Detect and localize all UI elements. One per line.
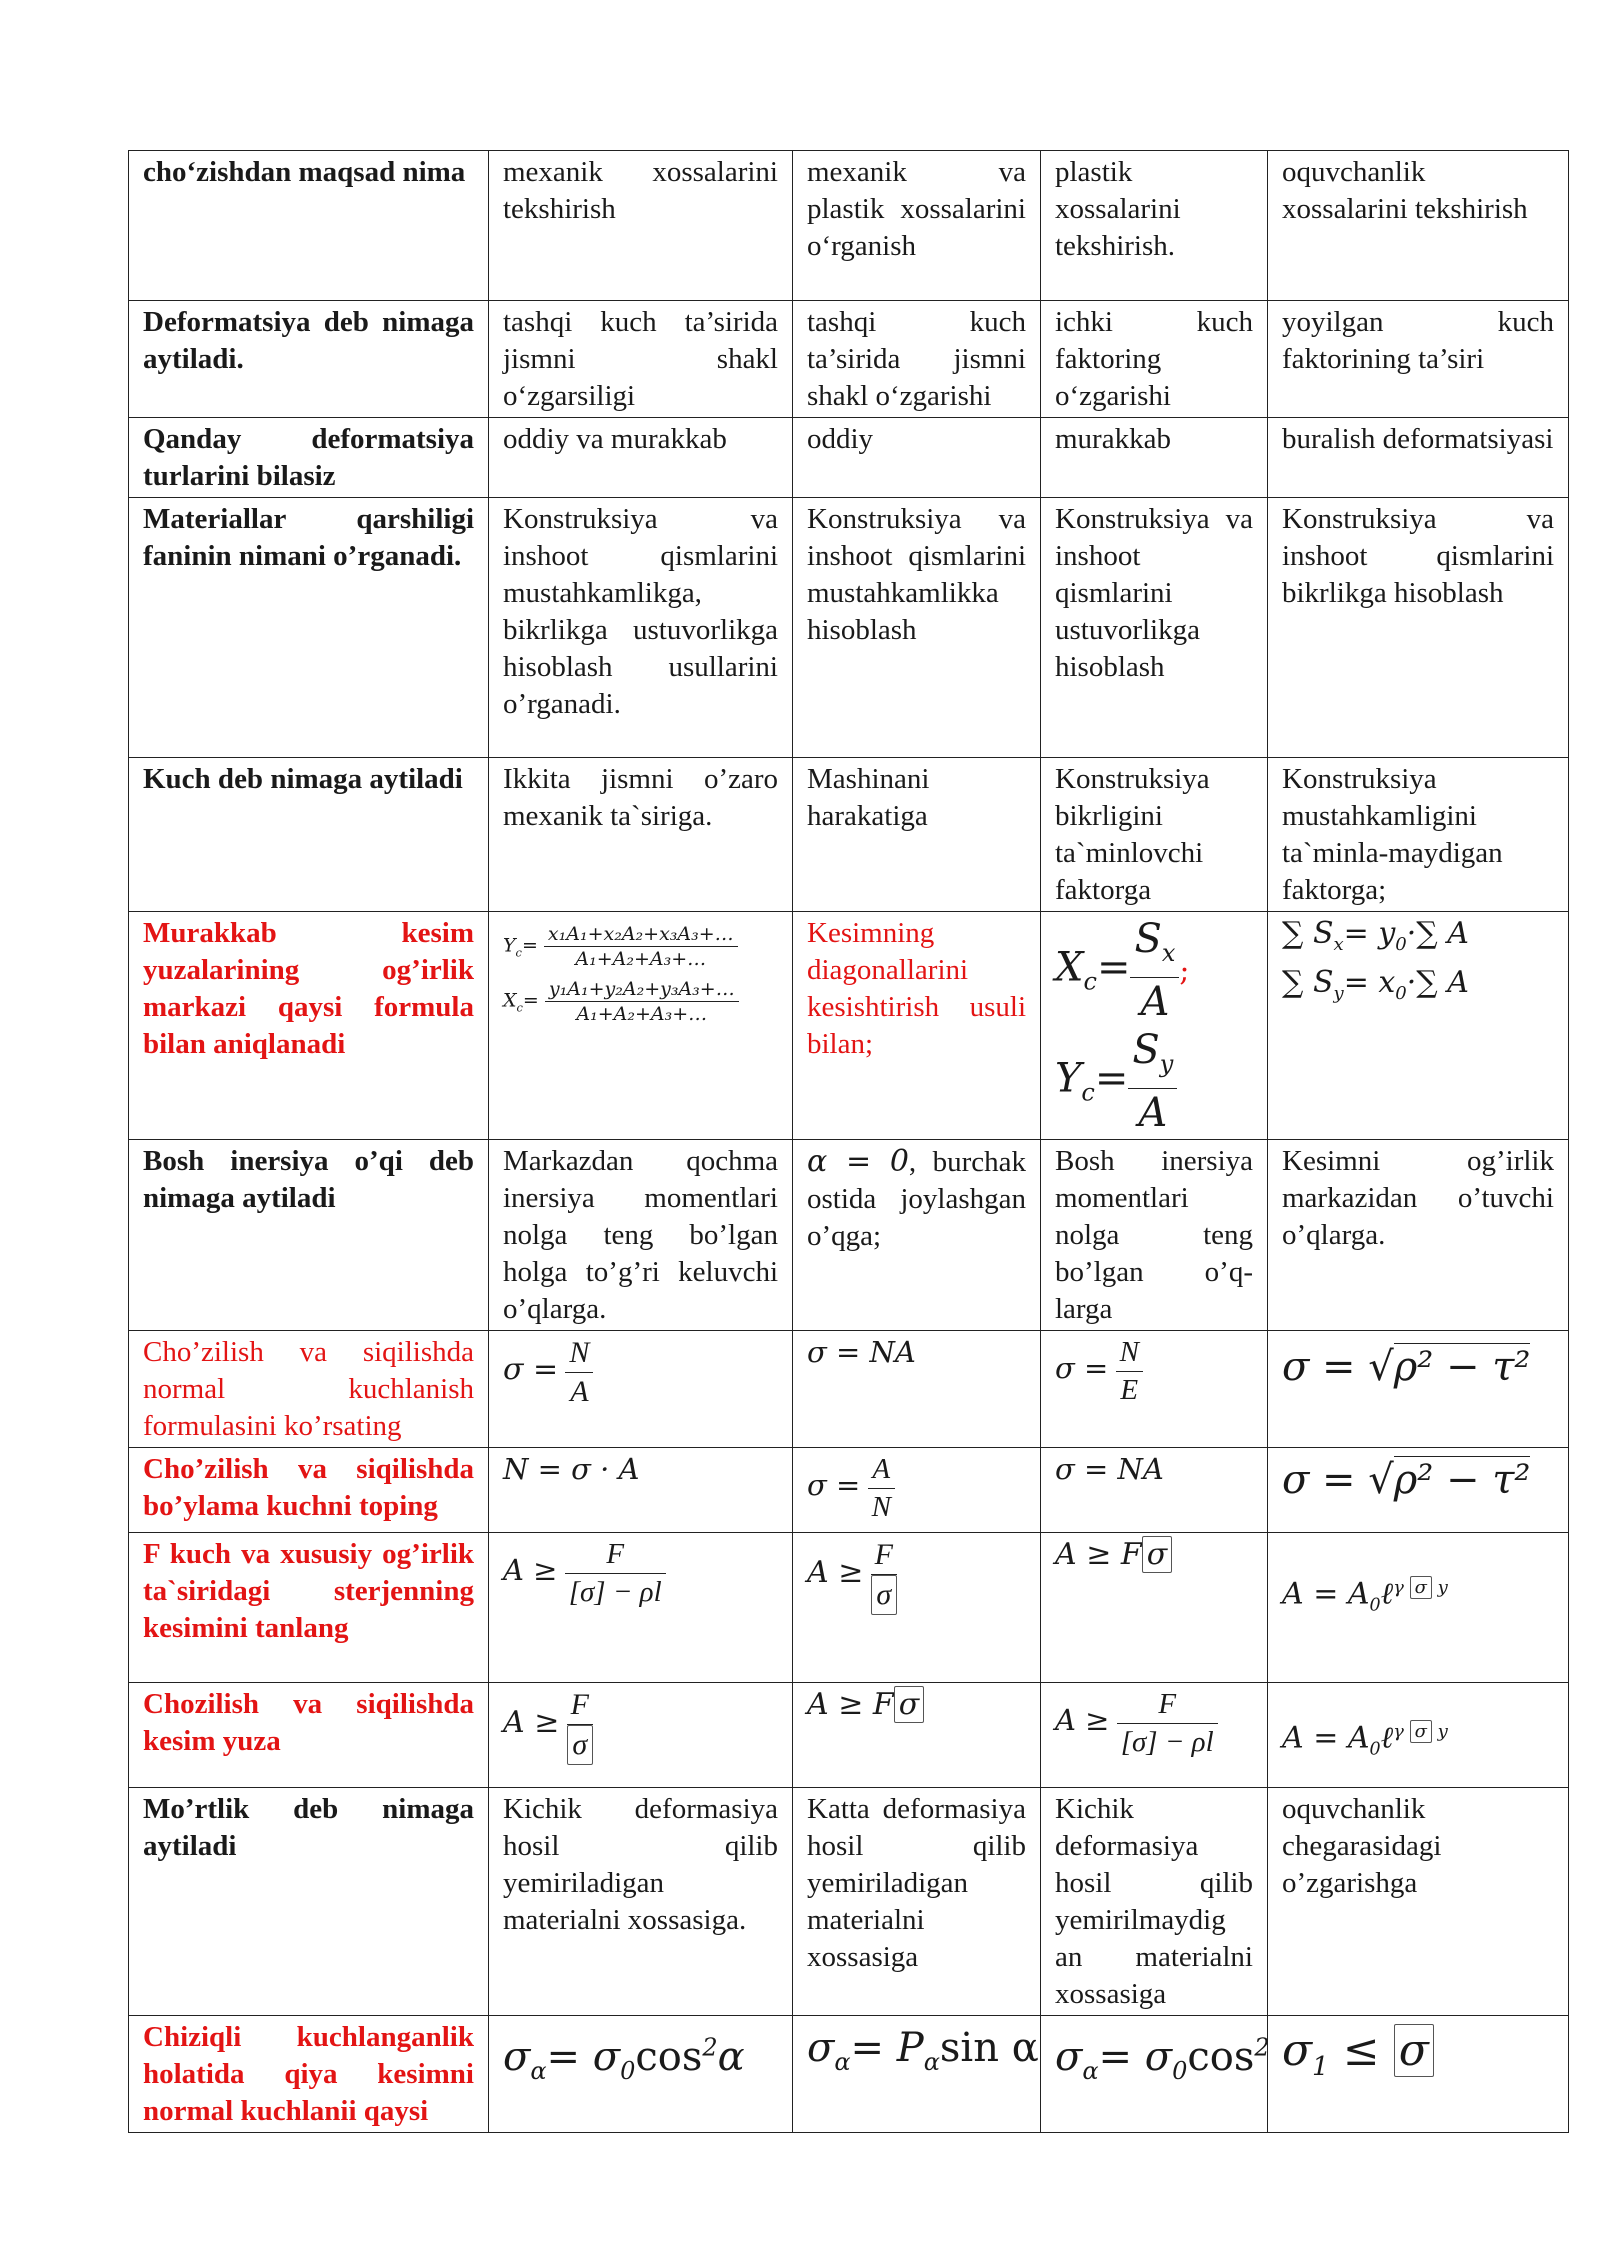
answer-c-cell[interactable]: A ≥ $\frac{F}{[\sigma] - \rho l}$: [1041, 1683, 1268, 1788]
formula-yc-static: $Y_c=$ $\frac{S_y}{A}$: [1055, 1026, 1253, 1137]
answer-b-cell[interactable]: A ≥ F σ: [793, 1683, 1041, 1788]
table-row: [129, 1533, 1569, 1683]
question-cell: Murakkab kesim yuzalarining og’irlik markazi qaysi formula bilan aniqlanadi: [129, 912, 489, 1140]
answer-d-cell[interactable]: $\sigma_1 \le \sigma$: [1268, 2016, 1569, 2133]
formula-xc: $X_c=$ $\frac{\text{y₁A₁+y₂A₂+y₃A₃+…}}{\text{A₁+A₂+A₃+…}}$: [503, 977, 778, 1026]
question-cell: Cho’zilish va siqilishda bo’ylama kuchni toping: [129, 1448, 489, 1533]
table-row: [129, 1331, 1569, 1448]
question-table: [128, 150, 1569, 2133]
answer-b-cell[interactable]: Katta deformasiya hosil qilib yemiriladigan materialni xossasiga: [793, 1788, 1041, 2016]
answer-c-cell[interactable]: Bosh inersiya momentlari nolga teng bo’lgan o’q-larga: [1041, 1140, 1268, 1331]
answer-a-cell[interactable]: Ikkita jismni o’zaro mexanik ta`siriga.: [489, 758, 793, 912]
question-cell: cho‘zishdan maqsad nima: [129, 151, 489, 301]
table-row: [129, 1788, 1569, 2016]
table-row: [129, 1448, 1569, 1533]
table-row: [129, 1140, 1569, 1331]
answer-b-cell[interactable]: mexanik va plastik xossalarini o‘rganish: [793, 151, 1041, 301]
table-row: [129, 1683, 1569, 1788]
alpha-zero-formula: α = 0: [807, 1144, 909, 1179]
answer-a-cell[interactable]: A ≥ $\frac{F}{\sigma}$: [489, 1683, 793, 1788]
answer-a-cell[interactable]: Konstruksiya va inshoot qismlarini mustahkamlikga, bikrlikga ustuvorlikga hisoblash usullarini o’rganadi.: [489, 498, 793, 758]
answer-d-cell[interactable]: buralish deformatsiyasi: [1268, 418, 1569, 498]
answer-c-cell[interactable]: A ≥ F σ: [1041, 1533, 1268, 1683]
table-row: [129, 151, 1569, 301]
answer-c-cell[interactable]: ichki kuch faktoring o‘zgarishi: [1041, 301, 1268, 418]
table-row: [129, 758, 1569, 912]
question-cell: Cho’zilish va siqilishda normal kuchlanish formulasini ko’rsating: [129, 1331, 489, 1448]
answer-d-cell[interactable]: σ = √ρ² − τ²: [1268, 1331, 1569, 1448]
table-row: [129, 912, 1569, 1140]
answer-c-cell[interactable]: plastik xossalarini tekshirish.: [1041, 151, 1268, 301]
answer-a-cell[interactable]: Kichik deformasiya hosil qilib yemiriladigan materialni xossasiga.: [489, 1788, 793, 2016]
answer-b-cell[interactable]: A ≥ $\frac{F}{\sigma}$: [793, 1533, 1041, 1683]
answer-a-cell[interactable]: $\sigma_\alpha= \sigma_0\cos^2\alpha$: [489, 2016, 793, 2133]
answer-d-cell[interactable]: Konstruksiya va inshoot qismlarini bikrlikga hisoblash: [1268, 498, 1569, 758]
answer-b-cell[interactable]: α = 0, burchak ostida joylashgan o’qga;: [793, 1140, 1041, 1331]
answer-a-cell[interactable]: σ = $\frac{N}{A}$: [489, 1331, 793, 1448]
answer-c-cell[interactable]: Kichik deformasiya hosil qilib yemirilmaydig an materialni xossasiga: [1041, 1788, 1268, 2016]
answer-b-cell[interactable]: Konstruksiya va inshoot qismlarini mustahkamlikka hisoblash: [793, 498, 1041, 758]
question-cell: Kuch deb nimaga aytiladi: [129, 758, 489, 912]
question-cell: Deformatsiya deb nimaga aytiladi.: [129, 301, 489, 418]
answer-d-cell[interactable]: oquvchanlik chegarasidagi o’zgarishga: [1268, 1788, 1569, 2016]
answer-c-cell[interactable]: Konstruksiya va inshoot qismlarini ustuvorlikga hisoblash: [1041, 498, 1268, 758]
answer-d-cell[interactable]: $A = A_0\ell^{\gamma \sigma y}$: [1268, 1533, 1569, 1683]
table-row: [129, 2016, 1569, 2133]
answer-d-cell[interactable]: yoyilgan kuch faktorining ta’siri: [1268, 301, 1569, 418]
answer-b-cell[interactable]: tashqi kuch ta’sirida jismni shakl o‘zgarishi: [793, 301, 1041, 418]
question-cell: Materiallar qarshiligi faninin nimani o’rganadi.: [129, 498, 489, 758]
answer-c-cell[interactable]: σ = NA: [1041, 1448, 1268, 1533]
answer-a-cell[interactable]: N = σ · A: [489, 1448, 793, 1533]
question-cell: Chozilish va siqilishda kesim yuza: [129, 1683, 489, 1788]
question-cell: Mo’rtlik deb nimaga aytiladi: [129, 1788, 489, 2016]
question-cell: Bosh inersiya o’qi deb nimaga aytiladi: [129, 1140, 489, 1331]
answer-b-text: burchak ostida joylashgan o’qga;: [807, 1146, 1027, 1252]
question-cell: F kuch va xususiy og’irlik ta`siridagi sterjenning kesimini tanlang: [129, 1533, 489, 1683]
answer-d-cell[interactable]: Kesimni og’irlik markazidan o’tuvchi o’qlarga.: [1268, 1140, 1569, 1331]
question-cell: Qanday deformatsiya turlarini bilasiz: [129, 418, 489, 498]
table-row: [129, 498, 1569, 758]
answer-c-cell[interactable]: σ = $\frac{N}{E}$: [1041, 1331, 1268, 1448]
question-cell: Chiziqli kuchlanganlik holatida qiya kesimni normal kuchlanii qaysi: [129, 2016, 489, 2133]
table-row: [129, 418, 1569, 498]
answer-b-cell[interactable]: oddiy: [793, 418, 1041, 498]
answer-b-cell[interactable]: σ = NA: [793, 1331, 1041, 1448]
answer-b-cell[interactable]: σ = $\frac{A}{N}$: [793, 1448, 1041, 1533]
answer-a-cell[interactable]: mexanik xossalarini tekshirish: [489, 151, 793, 301]
answer-b-cell[interactable]: $\sigma_\alpha= P_\alpha\sin$ α: [793, 2016, 1041, 2133]
answer-c-cell[interactable]: murakkab: [1041, 418, 1268, 498]
answer-b-cell[interactable]: Mashinani harakatiga: [793, 758, 1041, 912]
formula-xc-static: $X_c=$ $\frac{S_x}{A}$ ;: [1055, 916, 1190, 1025]
answer-b-cell[interactable]: Kesimning diagonallarini kesishtirish usuli bilan;: [793, 912, 1041, 1140]
answer-d-cell[interactable]: $A = A_0\ell^{\gamma \sigma y}$: [1268, 1683, 1569, 1788]
formula-sx: ∑ $S_x= y_0\cdot\sum$ A: [1282, 916, 1469, 955]
answer-a-cell[interactable]: A ≥ $\frac{F}{[\sigma] - \rho l}$: [489, 1533, 793, 1683]
table-row: [129, 301, 1569, 418]
answer-a-cell[interactable]: oddiy va murakkab: [489, 418, 793, 498]
formula-yc: $Y_c=$ $\frac{\text{x₁A₁+x₂A₂+x₃A₃+…}}{\text{A₁+A₂+A₃+…}}$: [503, 922, 778, 971]
formula-sy: ∑ $S_y= x_0\cdot\sum$ A: [1282, 965, 1469, 1004]
answer-c-cell[interactable]: $\sigma_\alpha= \sigma_0\cos^2$: [1041, 2016, 1268, 2133]
answer-c-cell[interactable]: Konstruksiya bikrligini ta`minlovchi faktorga: [1041, 758, 1268, 912]
answer-d-cell[interactable]: Konstruksiya mustahkamligini ta`minla-maydigan faktorga;: [1268, 758, 1569, 912]
answer-a-cell[interactable]: Markazdan qochma inersiya momentlari nolga teng bo’lgan holga to’g’ri keluvchi o’qlarga.: [489, 1140, 793, 1331]
answer-d-cell[interactable]: [1268, 912, 1569, 1140]
answer-d-cell[interactable]: oquvchanlik xossalarini tekshirish: [1268, 151, 1569, 301]
answer-c-cell[interactable]: [1041, 912, 1268, 1140]
answer-d-cell[interactable]: σ = √ρ² − τ²: [1268, 1448, 1569, 1533]
answer-a-cell[interactable]: [489, 912, 793, 1140]
answer-a-cell[interactable]: tashqi kuch ta’sirida jismni shakl o‘zgarsiligi: [489, 301, 793, 418]
question-sheet: [128, 150, 1568, 2133]
